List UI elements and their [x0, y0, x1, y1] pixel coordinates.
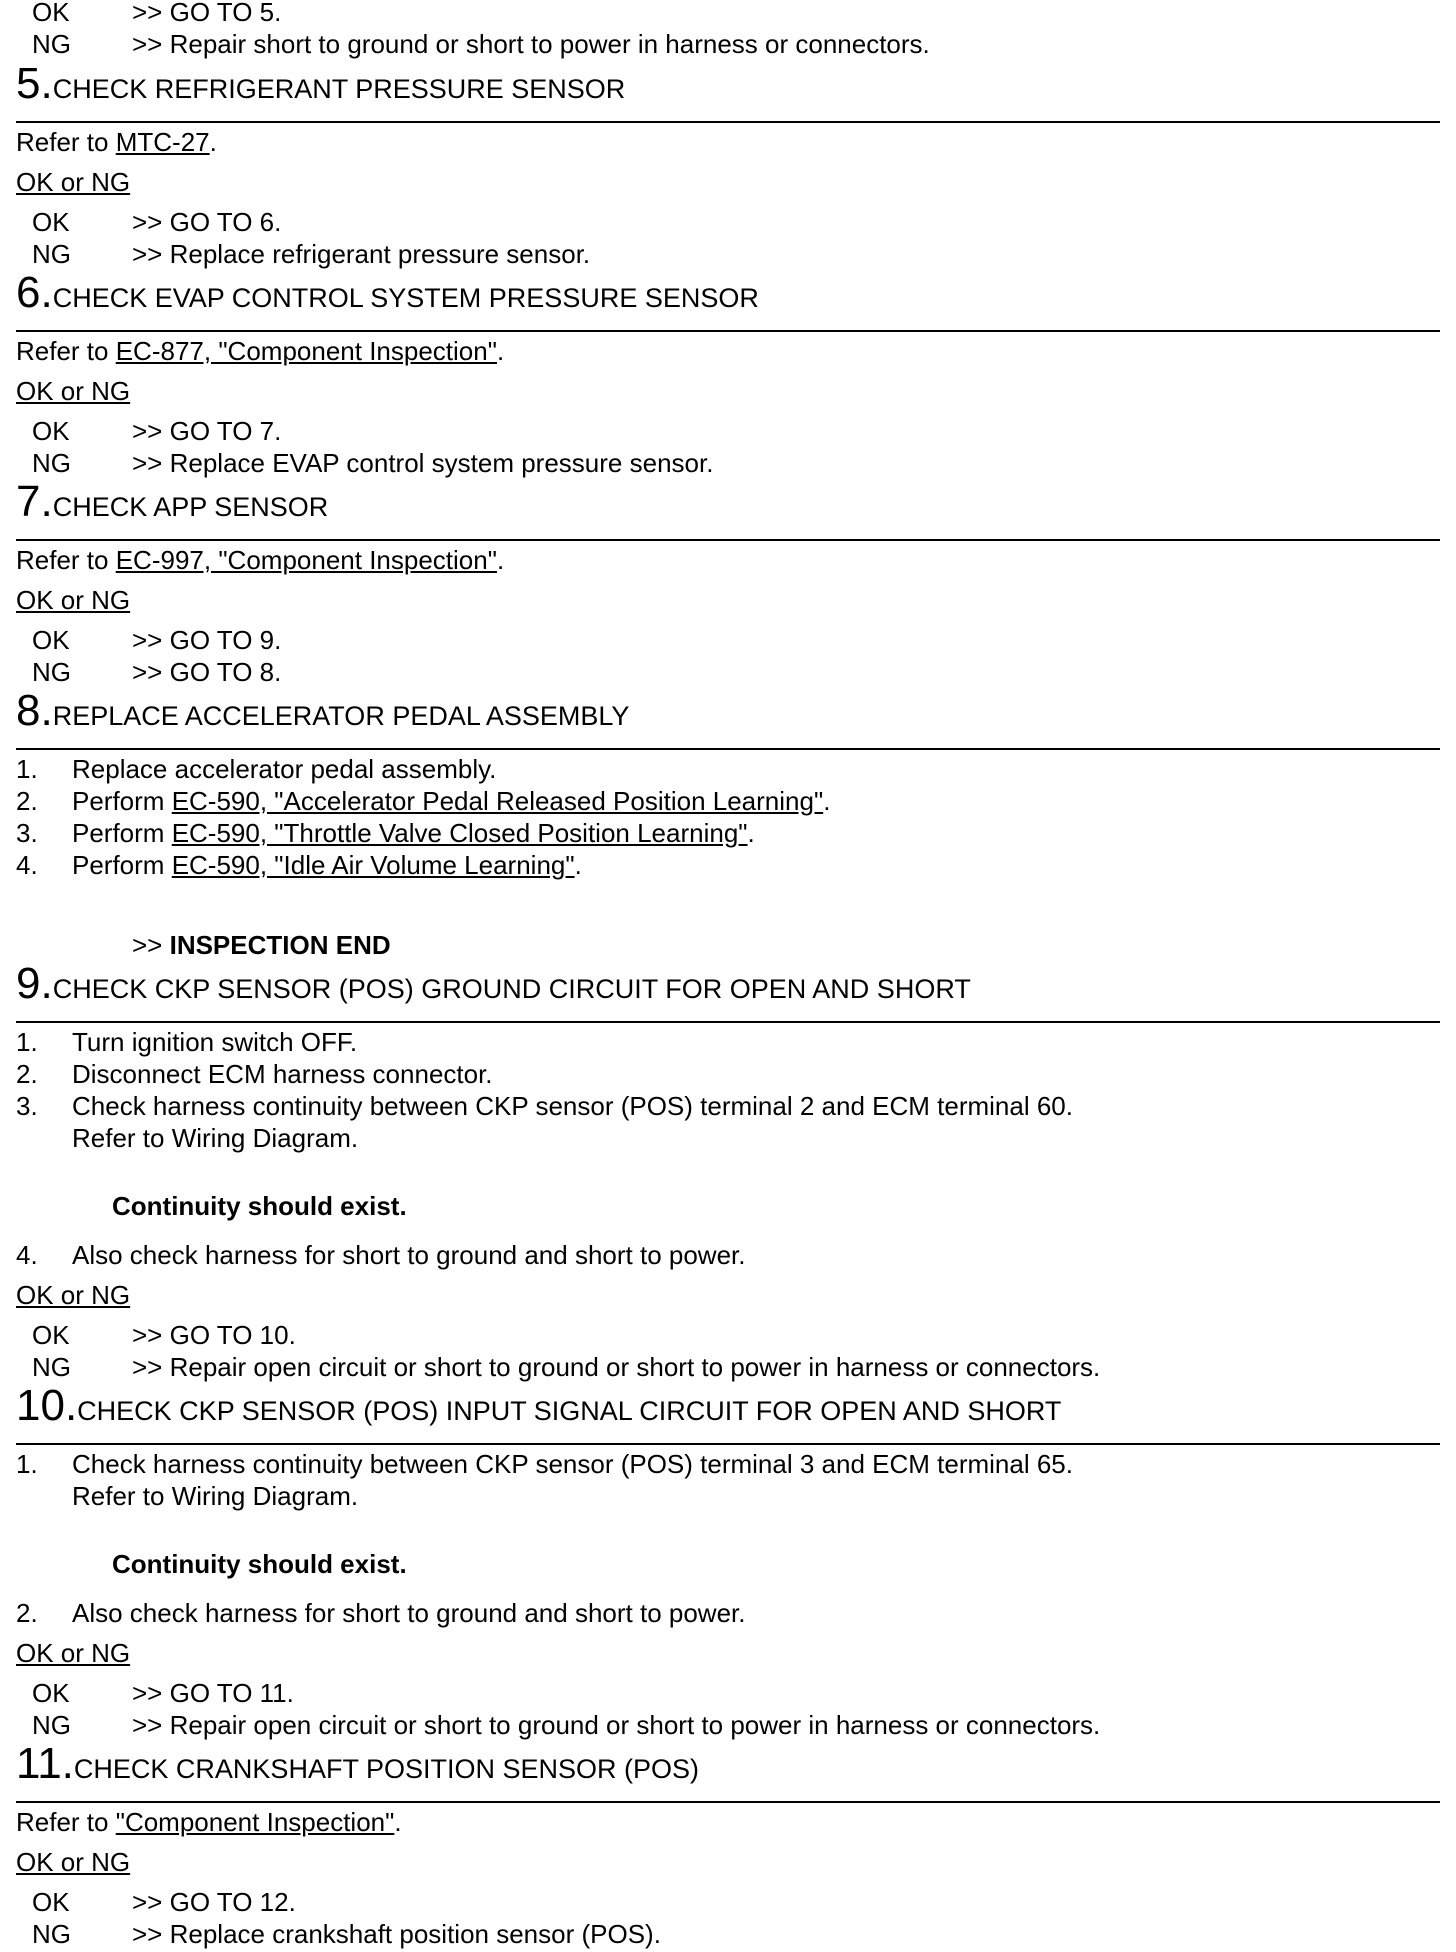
link-mtc-27[interactable]: MTC-27	[115, 127, 210, 157]
ok-or-ng-label: OK or NG	[16, 585, 131, 615]
result-ok-text: >> GO TO 7.	[132, 416, 282, 446]
step-11-reference: Refer to "Component Inspection".	[16, 1807, 402, 1837]
step-8-title: REPLACE ACCELERATOR PEDAL ASSEMBLY	[52, 701, 630, 731]
list-item-number: 3.	[16, 818, 38, 848]
list-item-continuation: Refer to Wiring Diagram.	[72, 1123, 359, 1153]
result-ok-text: >> GO TO 6.	[132, 207, 282, 237]
link-ec-590-accelerator-pedal[interactable]: EC-590, "Accelerator Pedal Released Position Learning"	[171, 786, 824, 816]
spec-continuity: Continuity should exist.	[112, 1191, 407, 1221]
ok-or-ng-label: OK or NG	[16, 167, 131, 197]
result-ok-label: OK	[32, 1320, 70, 1350]
step-10-title: CHECK CKP SENSOR (POS) INPUT SIGNAL CIRCUIT FOR OPEN AND SHORT	[77, 1396, 1062, 1426]
step-10-number: 10.	[16, 1381, 78, 1430]
step-5-heading	[16, 59, 626, 108]
list-item-number: 1.	[16, 1449, 38, 1479]
link-ec-590-idle-air-volume[interactable]: EC-590, "Idle Air Volume Learning"	[171, 850, 575, 880]
divider	[16, 330, 1440, 332]
step-7-title: CHECK APP SENSOR	[52, 492, 329, 522]
result-ng-text: >> Replace refrigerant pressure sensor.	[132, 239, 591, 269]
step-5-title: CHECK REFRIGERANT PRESSURE SENSOR	[52, 74, 626, 104]
step-6-number: 6.	[16, 268, 53, 317]
result-ok-label: OK	[32, 1887, 70, 1917]
ok-or-ng-label: OK or NG	[16, 1847, 131, 1877]
result-ng-label: NG	[32, 448, 71, 478]
step-7-reference: Refer to EC-997, "Component Inspection".	[16, 545, 505, 575]
list-item: Also check harness for short to ground and short to power.	[72, 1240, 746, 1270]
step-10-heading	[16, 1381, 1062, 1430]
step-8-heading	[16, 686, 630, 735]
list-item: Replace accelerator pedal assembly.	[72, 754, 497, 784]
spec-continuity: Continuity should exist.	[112, 1549, 407, 1579]
step-11-heading	[16, 1739, 699, 1788]
step-9-heading	[16, 959, 971, 1008]
step-9-title: CHECK CKP SENSOR (POS) GROUND CIRCUIT FOR OPEN AND SHORT	[52, 974, 971, 1004]
link-ec-997[interactable]: EC-997, "Component Inspection"	[115, 545, 497, 575]
step-5-reference: Refer to MTC-27.	[16, 127, 217, 157]
result-ng-label: NG	[32, 29, 71, 59]
result-ng-label: NG	[32, 657, 71, 687]
divider	[16, 1443, 1440, 1445]
list-item: Perform EC-590, "Idle Air Volume Learning".	[72, 850, 582, 880]
ok-or-ng-label: OK or NG	[16, 1638, 131, 1668]
result-ng-text: >> Repair short to ground or short to power in harness or connectors.	[132, 29, 930, 59]
result-ng-text: >> Repair open circuit or short to ground or short to power in harness or connectors.	[132, 1710, 1101, 1740]
list-item: Disconnect ECM harness connector.	[72, 1059, 493, 1089]
step-11-number: 11.	[16, 1739, 74, 1788]
list-item-number: 3.	[16, 1091, 38, 1121]
ok-or-ng-label: OK or NG	[16, 376, 131, 406]
result-ok-text: >> GO TO 10.	[132, 1320, 296, 1350]
result-ng-text: >> GO TO 8.	[132, 657, 282, 687]
link-ec-877[interactable]: EC-877, "Component Inspection"	[115, 336, 497, 366]
result-ng-text: >> Replace EVAP control system pressure sensor.	[132, 448, 714, 478]
step-9-number: 9.	[16, 959, 53, 1008]
list-item-number: 1.	[16, 754, 38, 784]
result-ok-label: OK	[32, 207, 70, 237]
result-ok-text: >> GO TO 5.	[132, 0, 282, 27]
divider	[16, 121, 1440, 123]
result-ok-label: OK	[32, 0, 70, 27]
result-ng-label: NG	[32, 1352, 71, 1382]
step-6-heading	[16, 268, 759, 317]
link-component-inspection[interactable]: "Component Inspection"	[115, 1807, 395, 1837]
step-6-title: CHECK EVAP CONTROL SYSTEM PRESSURE SENSOR	[52, 283, 759, 313]
divider	[16, 539, 1440, 541]
inspection-end: >> INSPECTION END	[132, 930, 391, 960]
result-ok-text: >> GO TO 9.	[132, 625, 282, 655]
result-ng-label: NG	[32, 239, 71, 269]
list-item: Check harness continuity between CKP sensor (POS) terminal 2 and ECM terminal 60.	[72, 1091, 1073, 1121]
result-ok-text: >> GO TO 12.	[132, 1887, 296, 1917]
result-ng-text: >> Replace crankshaft position sensor (POS).	[132, 1919, 661, 1949]
list-item-number: 4.	[16, 850, 38, 880]
list-item-number: 4.	[16, 1240, 38, 1270]
list-item-number: 2.	[16, 1598, 38, 1628]
list-item: Perform EC-590, "Accelerator Pedal Released Position Learning".	[72, 786, 831, 816]
list-item: Turn ignition switch OFF.	[72, 1027, 358, 1057]
list-item-number: 1.	[16, 1027, 38, 1057]
step-8-number: 8.	[16, 686, 53, 735]
divider	[16, 748, 1440, 750]
result-ok-label: OK	[32, 1678, 70, 1708]
list-item: Perform EC-590, "Throttle Valve Closed Position Learning".	[72, 818, 755, 848]
link-ec-590-throttle-valve[interactable]: EC-590, "Throttle Valve Closed Position Learning"	[171, 818, 748, 848]
list-item-number: 2.	[16, 786, 38, 816]
result-ng-label: NG	[32, 1710, 71, 1740]
result-ng-text: >> Repair open circuit or short to ground or short to power in harness or connectors.	[132, 1352, 1101, 1382]
list-item: Also check harness for short to ground and short to power.	[72, 1598, 746, 1628]
result-ok-label: OK	[32, 625, 70, 655]
result-ok-text: >> GO TO 11.	[132, 1678, 294, 1708]
step-7-number: 7.	[16, 477, 53, 526]
step-7-heading	[16, 477, 329, 526]
result-ok-label: OK	[32, 416, 70, 446]
divider	[16, 1021, 1440, 1023]
list-item-number: 2.	[16, 1059, 38, 1089]
list-item: Check harness continuity between CKP sensor (POS) terminal 3 and ECM terminal 65.	[72, 1449, 1073, 1479]
list-item-continuation: Refer to Wiring Diagram.	[72, 1481, 359, 1511]
step-6-reference: Refer to EC-877, "Component Inspection".	[16, 336, 505, 366]
ok-or-ng-label: OK or NG	[16, 1280, 131, 1310]
result-ng-label: NG	[32, 1919, 71, 1949]
step-5-number: 5.	[16, 59, 53, 108]
divider	[16, 1801, 1440, 1803]
step-11-title: CHECK CRANKSHAFT POSITION SENSOR (POS)	[73, 1754, 699, 1784]
